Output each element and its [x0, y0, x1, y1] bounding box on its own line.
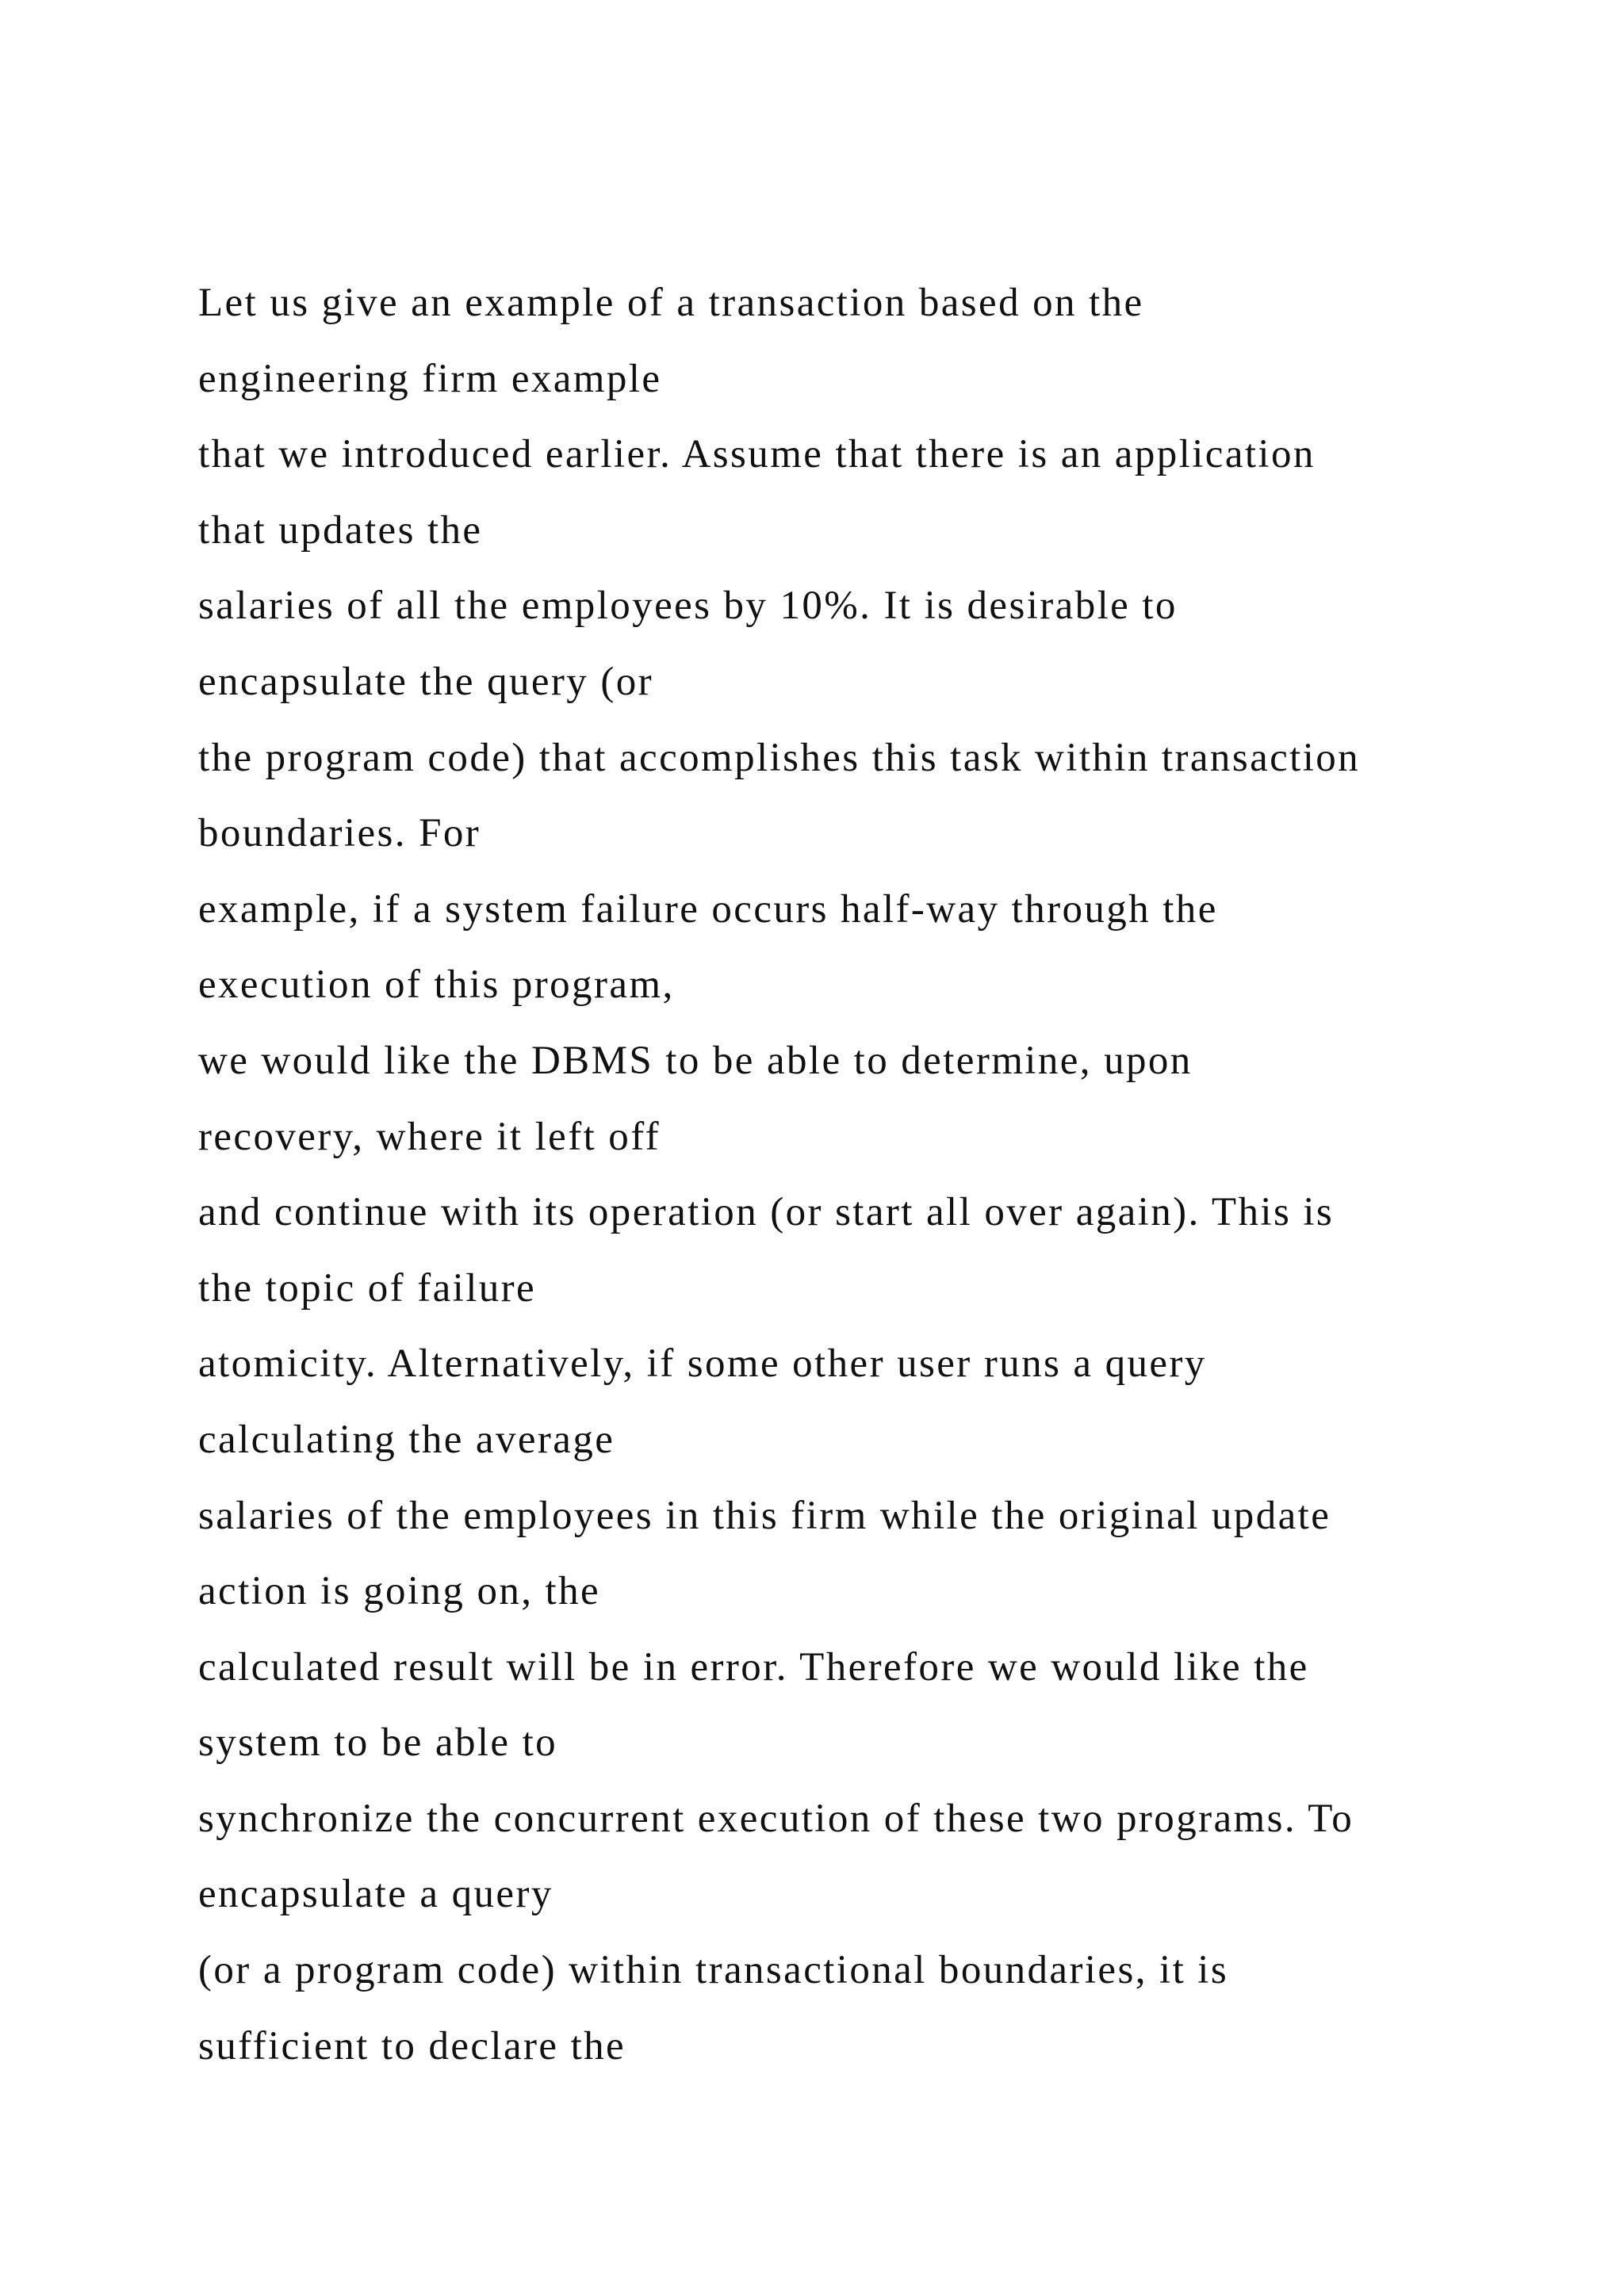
- text-line: salaries of all the employees by 10%. It is desirable to: [198, 584, 1178, 629]
- text-line: atomicity. Alternatively, if some other user runs a query: [198, 1341, 1207, 1387]
- text-line: sufficient to declare the: [198, 2023, 626, 2068]
- text-line: the program code) that accomplishes this task within transaction: [198, 735, 1361, 780]
- text-line: (or a program code) within transactional boundaries, it is: [198, 1948, 1229, 1993]
- text-line: we would like the DBMS to be able to determine, upon: [198, 1038, 1193, 1083]
- body-text: [198, 266, 1546, 2084]
- text-line: Let us give an example of a transaction based on the: [198, 281, 1144, 325]
- text-line: encapsulate the query (or: [198, 659, 654, 704]
- text-line: calculated result will be in error. Therefore we would like the: [198, 1644, 1309, 1689]
- text-line: action is going on, the: [198, 1569, 601, 1614]
- text-line: boundaries. For: [198, 811, 481, 856]
- text-line: synchronize the concurrent execution of these two programs. To: [198, 1796, 1354, 1841]
- text-line: execution of this program,: [198, 962, 675, 1008]
- text-line: salaries of the employees in this firm while the original update: [198, 1493, 1331, 1538]
- text-line: engineering firm example: [198, 356, 662, 401]
- text-line: that updates the: [198, 507, 483, 553]
- text-line: the topic of failure: [198, 1265, 537, 1311]
- text-line: example, if a system failure occurs half-way through the: [198, 886, 1218, 932]
- text-line: recovery, where it left off: [198, 1114, 661, 1159]
- text-line: that we introduced earlier. Assume that there is an application: [198, 432, 1316, 477]
- text-line: encapsulate a query: [198, 1872, 553, 1917]
- text-line: system to be able to: [198, 1720, 558, 1766]
- text-line: and continue with its operation (or start all over again). This is: [198, 1190, 1335, 1235]
- text-line: calculating the average: [198, 1417, 615, 1462]
